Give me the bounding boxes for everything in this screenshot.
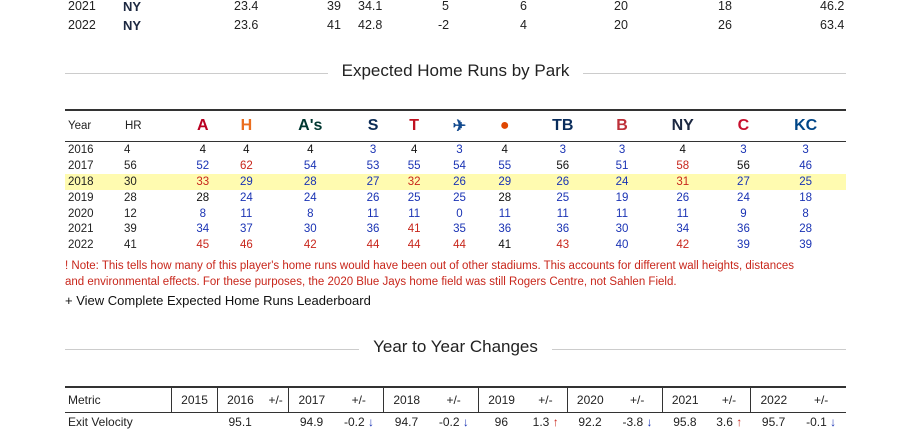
col-header: +/- [263,387,289,413]
guardians-icon: C [738,117,750,135]
cell: 6 [520,0,527,13]
park-hr-cell: 58 [644,158,722,174]
table-row [65,206,846,222]
col-header: 2019 [479,387,524,413]
park-hr-cell: 33 [181,174,225,190]
athletics-icon: A's [298,117,322,135]
cell: 18 [718,0,732,13]
park-hr-cell: 46 [225,237,269,253]
col-header-park [353,110,394,142]
arrow-down-icon: ↓ [830,415,836,429]
col-header-park [600,110,644,142]
park-hr-cell: 0 [435,206,484,222]
park-hr-cell: 56 [525,158,600,174]
park-hr-cell: 62 [225,158,269,174]
park-hr-cell: 28 [268,174,352,190]
park-hr-cell: 27 [722,174,766,190]
park-hr-cell: 44 [394,237,435,253]
hr-cell: 41 [124,237,181,253]
park-hr-cell: 3 [435,142,484,158]
col-header: Metric [65,387,172,413]
park-hr-cell: 3 [600,142,644,158]
year-cell: 2021 [68,0,96,13]
park-hr-cell: 36 [484,221,525,237]
cell: -0.1 ↓ [796,413,846,430]
astros-icon: H [241,117,253,135]
cell: 1.3 ↑ [524,413,567,430]
col-header-park [484,110,525,142]
cell: 34.1 [358,0,382,13]
cell [263,413,289,430]
col-header-hr: HR [124,110,181,142]
col-header: 2016 [218,387,263,413]
park-hr-cell: 30 [600,221,644,237]
royals-icon: KC [794,117,817,135]
park-hr-cell: 29 [484,174,525,190]
leaderboard-link[interactable]: + View Complete Expected Home Runs Leaderboard [65,293,371,308]
park-hr-cell: 43 [525,237,600,253]
table-row [65,142,846,158]
col-header-park [722,110,766,142]
park-hr-cell: 42 [644,237,722,253]
park-hr-cell: 3 [353,142,394,158]
park-hr-cell: 39 [722,237,766,253]
park-hr-cell: 25 [435,190,484,206]
park-hr-cell: 36 [722,221,766,237]
cell: 46.2 [820,0,844,13]
cell: 20 [614,0,628,13]
cell: 94.7 [384,413,429,430]
year-cell: 2018 [65,174,124,190]
park-hr-cell: 4 [268,142,352,158]
park-hr-cell: 26 [353,190,394,206]
cell: -2 [438,18,449,32]
yankees-icon: NY [672,117,694,135]
cell: 92.2 [567,413,612,430]
hr-cell: 4 [124,142,181,158]
year-cell: 2019 [65,190,124,206]
cell: 95.1 [218,413,263,430]
orioles-icon: ● [500,117,510,135]
park-hr-cell: 8 [181,206,225,222]
park-hr-cell: 42 [268,237,352,253]
col-header: +/- [334,387,384,413]
park-hr-cell: 44 [435,237,484,253]
park-hr-cell: 4 [225,142,269,158]
col-header-park [181,110,225,142]
park-hr-cell: 35 [435,221,484,237]
cell: 94.9 [289,413,334,430]
table-row [65,221,846,237]
park-hr-cell: 18 [765,190,846,206]
arrow-up-icon: ↑ [553,415,559,429]
park-hr-cell: 11 [394,206,435,222]
table-row [0,0,911,17]
mariners-icon: S [368,117,379,135]
year-cell: 2016 [65,142,124,158]
metric-label: Exit Velocity [65,413,172,430]
park-hr-cell: 11 [600,206,644,222]
cell: 3.6 ↑ [708,413,751,430]
park-note: ! Note: This tells how many of this player's home runs would have been out of other stadiums. This accounts for different wall heights, distances and environmental effects. For these purposes, the 2020 Blue Jays home field was still Rogers Centre, not Sahlen Field. [65,258,805,290]
park-hr-cell: 24 [600,174,644,190]
col-header-park [435,110,484,142]
park-hr-cell: 4 [181,142,225,158]
expected-hr-by-park-table [65,109,846,253]
park-hr-cell: 26 [644,190,722,206]
col-header-year: Year [65,110,124,142]
col-header: 2018 [384,387,429,413]
col-header: +/- [796,387,846,413]
year-to-year-table [65,386,846,430]
cell: 23.6 [234,18,258,32]
year-cell: 2021 [65,221,124,237]
park-hr-cell: 52 [181,158,225,174]
park-hr-cell: 36 [525,221,600,237]
park-hr-cell: 25 [394,190,435,206]
col-header-park [394,110,435,142]
cell [172,413,218,430]
col-header-park [225,110,269,142]
park-hr-cell: 53 [353,158,394,174]
table-row [65,174,846,190]
year-cell: 2022 [68,18,96,32]
hr-cell: 30 [124,174,181,190]
park-hr-cell: 26 [435,174,484,190]
cell: 5 [442,0,449,13]
cell: 41 [327,18,341,32]
yty-section-header [65,337,846,361]
arrow-down-icon: ↓ [463,415,469,429]
park-hr-cell: 31 [644,174,722,190]
park-hr-cell: 3 [525,142,600,158]
park-hr-cell: 46 [765,158,846,174]
park-hr-cell: 24 [268,190,352,206]
cell: 95.7 [751,413,796,430]
col-header-park [765,110,846,142]
rangers-icon: T [409,117,419,135]
col-header: +/- [613,387,663,413]
cell: 42.8 [358,18,382,32]
hr-cell: 39 [124,221,181,237]
col-header: 2015 [172,387,218,413]
park-section-header [65,61,846,85]
park-hr-cell: 11 [525,206,600,222]
park-hr-cell: 24 [225,190,269,206]
table-row [65,237,846,253]
cell: 4 [520,18,527,32]
park-hr-cell: 4 [484,142,525,158]
col-header: +/- [429,387,479,413]
yankees-icon: NY [123,18,141,33]
angels-icon: A [197,117,209,135]
col-header: +/- [708,387,751,413]
table-row [65,158,846,174]
cell: 63.4 [820,18,844,32]
cell: 20 [614,18,628,32]
park-hr-cell: 54 [435,158,484,174]
park-hr-cell: 11 [644,206,722,222]
cell: -0.2 ↓ [429,413,479,430]
cell: -3.8 ↓ [613,413,663,430]
arrow-down-icon: ↓ [368,415,374,429]
year-cell: 2017 [65,158,124,174]
col-header: 2017 [289,387,334,413]
yankees-icon: NY [123,0,141,14]
park-hr-cell: 8 [268,206,352,222]
park-hr-cell: 3 [765,142,846,158]
park-hr-cell: 8 [765,206,846,222]
cell: -0.2 ↓ [334,413,384,430]
cell: 26 [718,18,732,32]
section-title: Expected Home Runs by Park [328,61,584,80]
col-header: +/- [524,387,567,413]
table-row [65,413,846,430]
park-hr-cell: 55 [484,158,525,174]
park-hr-cell: 25 [525,190,600,206]
park-hr-cell: 51 [600,158,644,174]
park-hr-cell: 39 [765,237,846,253]
table-row [0,18,911,36]
park-hr-cell: 4 [644,142,722,158]
park-hr-cell: 54 [268,158,352,174]
col-header: 2020 [567,387,612,413]
park-hr-cell: 41 [484,237,525,253]
rays-icon: TB [552,117,573,135]
col-header-park [644,110,722,142]
hr-cell: 12 [124,206,181,222]
year-cell: 2020 [65,206,124,222]
park-hr-cell: 24 [722,190,766,206]
park-hr-cell: 37 [225,221,269,237]
park-hr-cell: 4 [394,142,435,158]
arrow-down-icon: ↓ [646,415,652,429]
park-hr-cell: 19 [600,190,644,206]
park-hr-cell: 26 [525,174,600,190]
cell: 95.8 [662,413,707,430]
park-hr-cell: 41 [394,221,435,237]
cell: 96 [479,413,524,430]
park-hr-cell: 29 [225,174,269,190]
cell: 39 [327,0,341,13]
hr-cell: 56 [124,158,181,174]
park-hr-cell: 40 [600,237,644,253]
park-hr-cell: 32 [394,174,435,190]
red-sox-icon: B [616,117,628,135]
park-hr-cell: 30 [268,221,352,237]
park-hr-cell: 11 [225,206,269,222]
park-hr-cell: 34 [181,221,225,237]
park-hr-cell: 56 [722,158,766,174]
park-hr-cell: 44 [353,237,394,253]
park-hr-cell: 34 [644,221,722,237]
park-hr-cell: 55 [394,158,435,174]
col-header-park [268,110,352,142]
park-hr-cell: 9 [722,206,766,222]
park-hr-cell: 45 [181,237,225,253]
park-hr-cell: 28 [765,221,846,237]
park-hr-cell: 27 [353,174,394,190]
table-row [65,190,846,206]
park-hr-cell: 28 [484,190,525,206]
park-hr-cell: 11 [484,206,525,222]
col-header: 2021 [662,387,707,413]
year-cell: 2022 [65,237,124,253]
park-hr-cell: 28 [181,190,225,206]
park-hr-cell: 3 [722,142,766,158]
arrow-up-icon: ↑ [736,415,742,429]
cell: 23.4 [234,0,258,13]
hr-cell: 28 [124,190,181,206]
park-hr-cell: 25 [765,174,846,190]
col-header-park [525,110,600,142]
park-hr-cell: 11 [353,206,394,222]
section-title: Year to Year Changes [359,337,552,356]
blue-jays-icon: ✈ [453,116,466,136]
park-hr-cell: 36 [353,221,394,237]
col-header: 2022 [751,387,796,413]
